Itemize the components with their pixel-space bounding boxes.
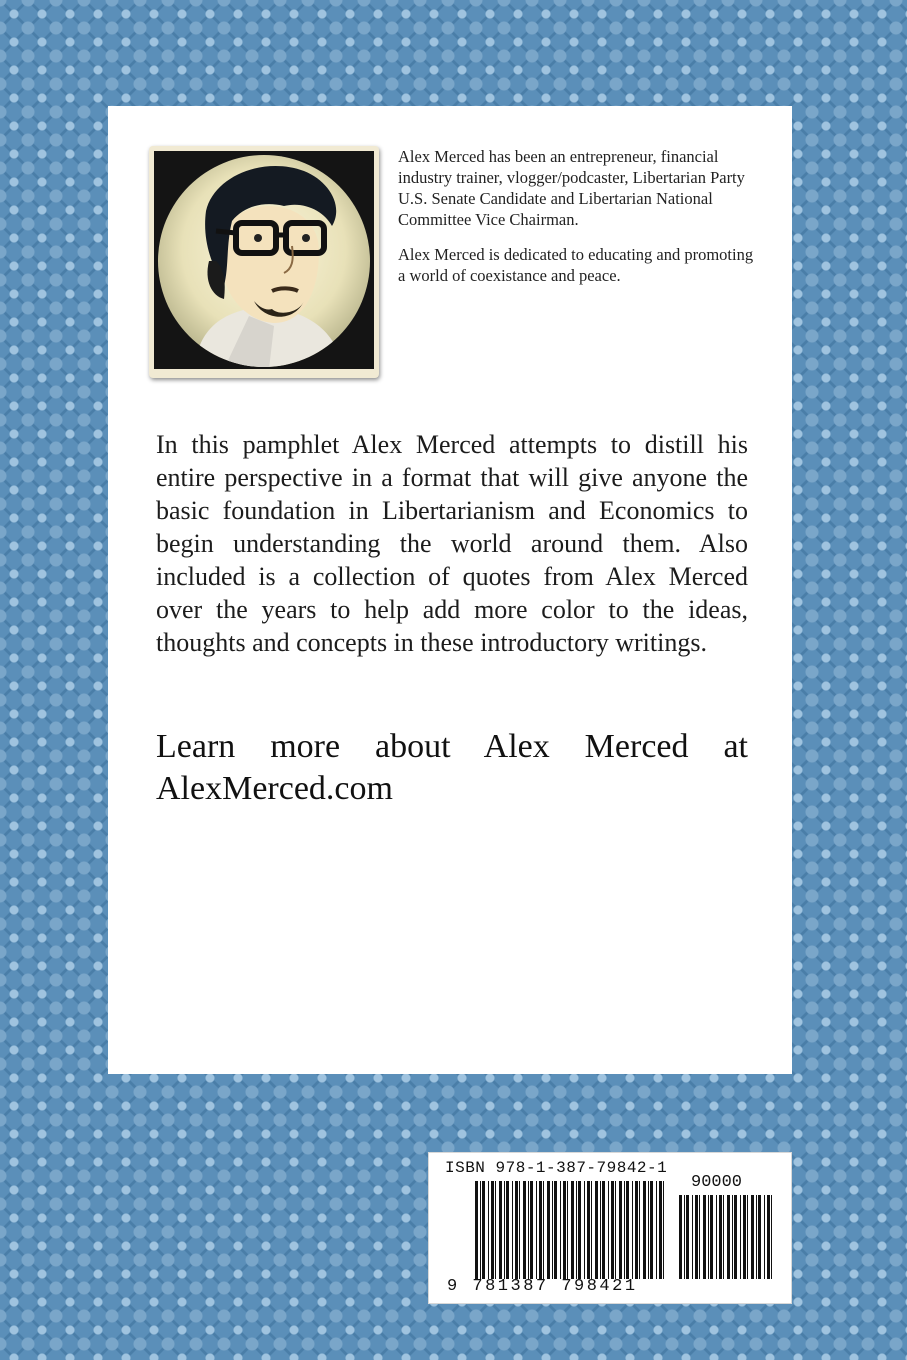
barcode-bar: [480, 1181, 481, 1279]
barcode-bar: [482, 1181, 485, 1279]
barcode-bar: [515, 1181, 518, 1279]
barcode-bar: [560, 1181, 561, 1279]
barcode-bar: [695, 1195, 698, 1279]
barcode-bar: [747, 1195, 748, 1279]
author-portrait-illustration: [154, 151, 374, 369]
barcode-bar: [512, 1181, 513, 1279]
barcode-bar: [495, 1181, 496, 1279]
barcode-bar: [639, 1181, 640, 1279]
bio-paragraph-2: Alex Merced is dedicated to educating and promoting a world of coexistance and peace.: [398, 245, 754, 285]
barcode-bar: [576, 1181, 577, 1279]
barcode-bar: [734, 1195, 737, 1279]
barcode-bar: [552, 1181, 553, 1279]
author-bio: [398, 146, 758, 300]
barcode-bar: [632, 1181, 633, 1279]
barcode-bar: [719, 1195, 722, 1279]
barcode-bar: [764, 1195, 765, 1279]
barcode-bar: [578, 1181, 581, 1279]
barcode-bar: [703, 1195, 706, 1279]
barcode-bar: [716, 1195, 717, 1279]
barcode-bar: [767, 1195, 770, 1279]
barcode-bar: [771, 1195, 772, 1279]
barcode-bar: [656, 1181, 657, 1279]
barcode-bar: [679, 1195, 682, 1279]
barcode-bar: [504, 1181, 505, 1279]
barcode-bar: [611, 1181, 614, 1279]
barcode-bar: [708, 1195, 709, 1279]
barcode-bar: [491, 1181, 494, 1279]
barcode-bar: [530, 1181, 533, 1279]
barcode-bar: [692, 1195, 693, 1279]
barcode-bar: [740, 1195, 741, 1279]
price-code: 90000: [691, 1173, 743, 1192]
barcode-bar: [506, 1181, 509, 1279]
barcode-bar: [727, 1195, 730, 1279]
barcode-bar: [499, 1181, 502, 1279]
barcode-bar: [539, 1181, 542, 1279]
barcode-bar: [751, 1195, 754, 1279]
isbn-label: ISBN 978-1-387-79842-1: [445, 1159, 668, 1177]
barcode-bar: [536, 1181, 537, 1279]
barcode-bar: [699, 1195, 700, 1279]
barcode-bar: [567, 1181, 568, 1279]
barcode-bar: [710, 1195, 713, 1279]
back-cover-panel: [108, 106, 792, 1074]
barcode-bar: [615, 1181, 616, 1279]
barcode-bar: [602, 1181, 605, 1279]
learn-more-line-1: Learn more about Alex Merced at: [156, 728, 748, 765]
barcode-bar: [723, 1195, 724, 1279]
barcode-bar: [619, 1181, 622, 1279]
book-description: In this pamphlet Alex Merced attempts to distill his entire perspective in a format that will give anyone the basic foundation in Libertarianism and Economics to begin understanding the world around them. Also included is a collection of quotes from Alex Merced over the years to help add more color to the ideas, thoughts and concepts in these introductory writings.: [156, 430, 748, 657]
website-link[interactable]: AlexMerced.com: [156, 770, 393, 807]
barcode-bar: [743, 1195, 746, 1279]
barcode-bar: [648, 1181, 649, 1279]
barcode-bar: [608, 1181, 609, 1279]
barcode-bar: [543, 1181, 544, 1279]
barcode-bar: [663, 1181, 664, 1279]
barcode-bar: [732, 1195, 733, 1279]
isbn-barcode: [428, 1152, 792, 1304]
barcode-bar: [758, 1195, 761, 1279]
barcode-bar: [624, 1181, 625, 1279]
barcode-bar: [475, 1181, 478, 1279]
barcode-bar: [488, 1181, 489, 1279]
barcode-bar: [659, 1181, 662, 1279]
barcode-bar: [523, 1181, 526, 1279]
barcode-bar: [595, 1181, 598, 1279]
barcode-bar: [528, 1181, 529, 1279]
barcode-bar: [684, 1195, 685, 1279]
barcode-bar: [686, 1195, 689, 1279]
barcode-bar: [626, 1181, 629, 1279]
barcode-bar: [547, 1181, 550, 1279]
author-photo-frame: [149, 146, 379, 378]
barcode-bar: [563, 1181, 566, 1279]
barcode-bar: [600, 1181, 601, 1279]
learn-more-text: [156, 726, 748, 810]
bio-paragraph-1: Alex Merced has been an entrepreneur, financial industry trainer, vlogger/podcaster, Libertarian Party U.S. Senate Candidate and Libertarian National Committee Vice Chairman.: [398, 147, 745, 229]
barcode-bar: [584, 1181, 585, 1279]
barcode-bar: [635, 1181, 638, 1279]
barcode-bar: [756, 1195, 757, 1279]
barcode-bar: [591, 1181, 592, 1279]
barcode-bar: [554, 1181, 557, 1279]
author-photo: [154, 151, 374, 369]
ean-digits: 9 781387 798421: [447, 1277, 638, 1296]
barcode-bar: [571, 1181, 574, 1279]
barcode-bar: [587, 1181, 590, 1279]
barcode-bar: [519, 1181, 520, 1279]
barcode-bar: [650, 1181, 653, 1279]
barcode-bar: [643, 1181, 646, 1279]
